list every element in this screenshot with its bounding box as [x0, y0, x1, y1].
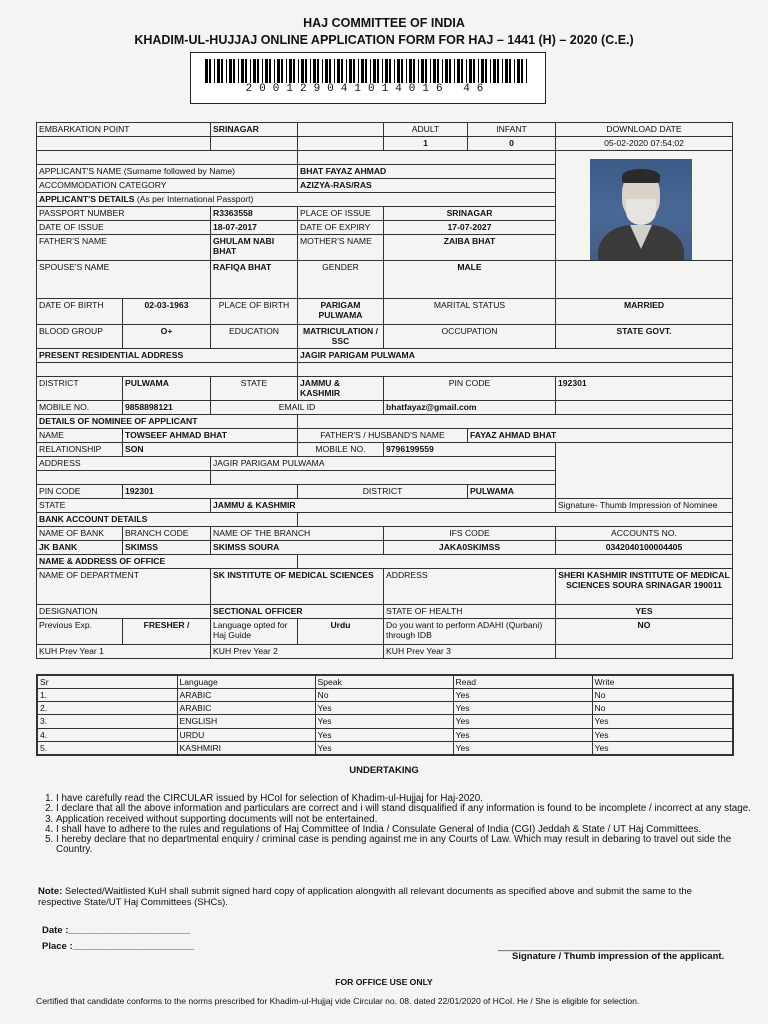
barcode-bar — [205, 59, 208, 83]
barcode-bar — [238, 59, 239, 83]
pin-code-value: 192301 — [556, 377, 733, 401]
barcode-bar — [281, 59, 283, 83]
lang-cell: ARABIC — [177, 702, 315, 715]
accommodation-value: AZIZYA-RAS/RAS — [298, 179, 556, 193]
ifs-code-label: IFS CODE — [384, 527, 556, 541]
lang-header-write: Write — [592, 675, 733, 689]
barcode-bar — [454, 59, 455, 83]
marital-status-label: MARITAL STATUS — [384, 299, 556, 325]
barcode-bar — [370, 59, 371, 83]
bank-heading: BANK ACCOUNT DETAILS — [37, 513, 298, 527]
kuh-prev-year-3: KUH Prev Year 3 — [384, 645, 556, 659]
lang-cell: Yes — [315, 728, 453, 741]
infant-label: INFANT — [468, 123, 556, 137]
undertaking-item: 2. I declare that all the above information and particulars are correct and i will stand disqualified if any information is found to be incomplete / incorrect at any stage. — [56, 804, 756, 814]
kuh-prev-year-2: KUH Prev Year 2 — [211, 645, 384, 659]
residential-address-value: JAGIR PARIGAM PULWAMA — [298, 349, 733, 363]
father-name-value: GHULAM NABI BHAT — [211, 235, 298, 261]
barcode-bar — [490, 59, 491, 83]
barcode-bar — [401, 59, 403, 83]
blood-group-label: BLOOD GROUP — [37, 325, 123, 349]
state-of-health-value: YES — [556, 605, 733, 619]
email-label: EMAIL ID — [211, 401, 384, 415]
applicant-photo-cell — [556, 151, 733, 261]
accounts-label: ACCOUNTS NO. — [556, 527, 733, 541]
applicant-details-heading: APPLICANT'S DETAILS — [39, 194, 135, 204]
barcode-bar — [377, 59, 379, 83]
undertaking-heading: UNDERTAKING — [349, 765, 419, 776]
nominee-mobile-label: MOBILE NO. — [298, 443, 384, 457]
office-use-heading: FOR OFFICE USE ONLY — [335, 977, 433, 987]
adahi-value: NO — [556, 619, 733, 645]
language-guide-label: Language opted for Haj Guide — [211, 619, 298, 645]
language-table — [36, 674, 734, 756]
lang-cell: Yes — [453, 741, 592, 755]
barcode-bar — [245, 59, 247, 83]
barcode-bar — [301, 59, 304, 83]
signature-label: Signature / Thumb impression of the applicant. — [512, 951, 725, 962]
form-subtitle: KHADIM-UL-HUJJAJ ONLINE APPLICATION FORM FOR HAJ – 1441 (H) – 2020 (C.E.) — [134, 33, 634, 47]
applicant-name-value: BHAT FAYAZ AHMAD — [298, 165, 556, 179]
email-value: bhatfayaz@gmail.com — [384, 401, 556, 415]
office-heading: NAME & ADDRESS OF OFFICE — [37, 555, 298, 569]
barcode-bar — [493, 59, 496, 83]
nominee-name-value: TOWSEEF AHMAD BHAT — [123, 429, 298, 443]
barcode-bar — [437, 59, 439, 83]
designation-label: DESIGNATION — [37, 605, 211, 619]
barcode-bar — [221, 59, 223, 83]
lang-cell: 2. — [37, 702, 177, 715]
lang-cell: Yes — [453, 689, 592, 702]
nominee-father-label: FATHER'S / HUSBAND'S NAME — [298, 429, 468, 443]
barcode-bar — [418, 59, 419, 83]
nominee-heading: DETAILS OF NOMINEE OF APPLICANT — [37, 415, 298, 429]
barcode-bar — [409, 59, 412, 83]
barcode-bar — [361, 59, 364, 83]
lang-header-language: Language — [177, 675, 315, 689]
spouse-name-value: RAFIQA BHAT — [211, 261, 298, 299]
barcode-bar — [233, 59, 235, 83]
barcode-bar — [517, 59, 520, 83]
state-of-health-label: STATE OF HEALTH — [384, 605, 556, 619]
pob-label: PLACE OF BIRTH — [211, 299, 298, 325]
gender-value: MALE — [384, 261, 556, 299]
mother-name-value: ZAIBA BHAT — [384, 235, 556, 261]
undertaking-item: 1. I have carefully read the CIRCULAR issued by HCoI for selection of Khadim-ul-Hujjaj for Haj-2020. — [56, 794, 756, 804]
table-row — [37, 715, 733, 728]
barcode-bar — [514, 59, 515, 83]
barcode-bar — [469, 59, 472, 83]
barcode-bar — [502, 59, 503, 83]
lang-cell: No — [592, 702, 733, 715]
dob-label: DATE OF BIRTH — [37, 299, 123, 325]
state-label: STATE — [211, 377, 298, 401]
lang-cell: KASHMIRI — [177, 741, 315, 755]
adahi-label: Do you want to perform ADAHI (Qurbani) through IDB — [384, 619, 556, 645]
occupation-label: OCCUPATION — [384, 325, 556, 349]
previous-exp-value: FRESHER / — [123, 619, 211, 645]
pob-value: PARIGAM PULWAMA — [298, 299, 384, 325]
office-address-value: SHERI KASHMIR INSTITUTE OF MEDICAL SCIENCES SOURA SRINAGAR 190011 — [556, 569, 733, 605]
mobile-label: MOBILE NO. — [37, 401, 123, 415]
lang-cell: Yes — [592, 715, 733, 728]
barcode-bar — [421, 59, 424, 83]
nominee-father-value: FAYAZ AHMAD BHAT — [468, 429, 733, 443]
branch-code-label: BRANCH CODE — [123, 527, 211, 541]
barcode-bar — [286, 59, 287, 83]
note-paragraph — [38, 887, 736, 908]
language-guide-value: Urdu — [298, 619, 384, 645]
bank-name-value: JK BANK — [37, 541, 123, 555]
nominee-name-label: NAME — [37, 429, 123, 443]
relationship-value: SON — [123, 443, 298, 457]
education-label: EDUCATION — [211, 325, 298, 349]
place-of-issue-label: PLACE OF ISSUE — [298, 207, 384, 221]
undertaking-item: 3. Application received without supporting documents will not be entertained. — [56, 815, 756, 825]
nominee-state-label: STATE — [37, 499, 211, 513]
barcode-bar — [406, 59, 407, 83]
lang-cell: 1. — [37, 689, 177, 702]
district-value: PULWAMA — [123, 377, 211, 401]
lang-header-read: Read — [453, 675, 592, 689]
previous-exp-label: Previous Exp. — [37, 619, 123, 645]
lang-cell: Yes — [453, 728, 592, 741]
applicant-name-label: APPLICANT'S NAME (Surname followed by Name) — [37, 165, 298, 179]
barcode-bar — [298, 59, 299, 83]
applicant-details-table — [36, 122, 733, 659]
barcode-bar — [269, 59, 271, 83]
barcode-bar — [353, 59, 355, 83]
department-label: NAME OF DEPARTMENT — [37, 569, 211, 605]
barcode-bar — [277, 59, 280, 83]
barcode-bar — [394, 59, 395, 83]
barcode-bar — [217, 59, 220, 83]
barcode-bar — [497, 59, 499, 83]
ifs-code-value: JAKA0SKIMSS — [384, 541, 556, 555]
date-line: Date :_______________________ — [42, 925, 190, 936]
barcode-bar — [313, 59, 316, 83]
undertaking-list — [40, 794, 756, 856]
barcode-bar — [466, 59, 467, 83]
office-address-label: ADDRESS — [384, 569, 556, 605]
lang-cell: 5. — [37, 741, 177, 755]
barcode-bar — [449, 59, 451, 83]
lang-cell: ENGLISH — [177, 715, 315, 728]
lang-cell: URDU — [177, 728, 315, 741]
nominee-address-label: ADDRESS — [37, 457, 211, 471]
undertaking-item: 4. I shall have to adhere to the rules and regulations of Haj Committee of India / Consulate General of India (CGI) Jeddah & State / UT Haj Committees. — [56, 825, 756, 835]
accounts-value: 0342040100004405 — [556, 541, 733, 555]
table-row — [37, 728, 733, 741]
note-label: Note: — [38, 886, 63, 897]
barcode-bar — [430, 59, 431, 83]
lang-cell: No — [315, 689, 453, 702]
barcode-digits: 200129041014016 46 — [245, 83, 491, 95]
barcode-bar — [358, 59, 359, 83]
barcode-bar — [334, 59, 335, 83]
lang-header-speak: Speak — [315, 675, 453, 689]
spouse-name-label: SPOUSE'S NAME — [37, 261, 211, 299]
gender-label: GENDER — [298, 261, 384, 299]
bank-name-label: NAME OF BANK — [37, 527, 123, 541]
barcode — [190, 52, 546, 104]
table-row — [37, 689, 733, 702]
dob-value: 02-03-1963 — [123, 299, 211, 325]
branch-code-value: SKIMSS — [123, 541, 211, 555]
barcode-bar — [241, 59, 244, 83]
barcode-bar — [305, 59, 307, 83]
education-value: MATRICULATION / SSC — [298, 325, 384, 349]
lang-cell: Yes — [315, 702, 453, 715]
form-title: HAJ COMMITTEE OF INDIA — [303, 16, 465, 30]
barcode-bar — [289, 59, 292, 83]
table-row — [37, 702, 733, 715]
lang-header-sr: Sr — [37, 675, 177, 689]
place-line: Place :_______________________ — [42, 941, 195, 952]
nominee-signature-label: Signature- Thumb Impression of Nominee — [556, 499, 733, 513]
lang-cell: Yes — [315, 715, 453, 728]
lang-cell: Yes — [453, 702, 592, 715]
barcode-bar — [389, 59, 391, 83]
lang-cell: 3. — [37, 715, 177, 728]
lang-cell: Yes — [315, 741, 453, 755]
barcode-bar — [382, 59, 383, 83]
note-text: Selected/Waitlisted KuH shall submit signed hard copy of application alongwith all relevant documents as specified above and submit the same to the respective State/UT Haj Committees (SHCs). — [38, 886, 692, 908]
branch-name-value: SKIMSS SOURA — [211, 541, 384, 555]
infant-value: 0 — [468, 137, 556, 151]
nominee-mobile-value: 9796199559 — [384, 443, 556, 457]
accommodation-label: ACCOMMODATION CATEGORY — [37, 179, 298, 193]
barcode-bar — [481, 59, 484, 83]
barcode-bar — [214, 59, 215, 83]
barcode-bar — [265, 59, 268, 83]
lang-cell: No — [592, 689, 733, 702]
nominee-pin-label: PIN CODE — [37, 485, 123, 499]
barcode-bar — [521, 59, 523, 83]
nominee-state-value: JAMMU & KASHMIR — [211, 499, 556, 513]
barcode-bar — [329, 59, 331, 83]
department-value: SK INSTITUTE OF MEDICAL SCIENCES — [211, 569, 384, 605]
kuh-prev-year-1: KUH Prev Year 1 — [37, 645, 211, 659]
place-of-issue-value: SRINAGAR — [384, 207, 556, 221]
barcode-bar — [442, 59, 443, 83]
blood-group-value: O+ — [123, 325, 211, 349]
table-row — [37, 741, 733, 755]
barcode-bar — [485, 59, 487, 83]
barcode-bar — [226, 59, 227, 83]
barcode-bar — [325, 59, 328, 83]
nominee-district-label: DISTRICT — [298, 485, 468, 499]
barcode-bar — [253, 59, 256, 83]
embarkation-label: EMBARKATION POINT — [37, 123, 211, 137]
barcode-bar — [526, 59, 527, 83]
residential-address-label: PRESENT RESIDENTIAL ADDRESS — [37, 349, 298, 363]
mobile-value: 9858898121 — [123, 401, 211, 415]
adult-label: ADULT — [384, 123, 468, 137]
download-date-label: DOWNLOAD DATE — [556, 123, 733, 137]
barcode-bar — [397, 59, 400, 83]
designation-value: SECTIONAL OFFICER — [211, 605, 384, 619]
date-of-expiry-value: 17-07-2027 — [384, 221, 556, 235]
lang-cell: Yes — [592, 728, 733, 741]
date-of-expiry-label: DATE OF EXPIRY — [298, 221, 384, 235]
barcode-bar — [341, 59, 343, 83]
barcode-bar — [322, 59, 323, 83]
lang-cell: Yes — [592, 741, 733, 755]
date-of-issue-label: DATE OF ISSUE — [37, 221, 211, 235]
barcode-bar — [250, 59, 251, 83]
adult-value: 1 — [384, 137, 468, 151]
barcode-bar — [433, 59, 436, 83]
branch-name-label: NAME OF THE BRANCH — [211, 527, 384, 541]
barcode-bar — [385, 59, 388, 83]
signature-line: __________________________________________ — [498, 941, 720, 952]
barcode-bar — [346, 59, 347, 83]
pin-code-label: PIN CODE — [384, 377, 556, 401]
passport-value: R3363558 — [211, 207, 298, 221]
applicant-photo — [590, 159, 692, 261]
undertaking-item: 5. I hereby declare that no departmental enquiry / criminal case is pending against me in any Courts of Law. Which may result in debaring to travel out side the Country. — [56, 835, 756, 856]
barcode-bar — [229, 59, 232, 83]
barcode-bar — [293, 59, 295, 83]
barcode-bar — [478, 59, 479, 83]
barcode-bar — [317, 59, 319, 83]
district-label: DISTRICT — [37, 377, 123, 401]
barcode-bar — [457, 59, 460, 83]
barcode-bar — [365, 59, 367, 83]
certified-text: Certified that candidate conforms to the norms prescribed for Khadim-ul-Hujjaj vide Circular no. 08. dated 22/01/2020 of HCoI. He / She is eligible for selection. — [36, 996, 640, 1006]
download-date-value: 05-02-2020 07:54:02 — [556, 137, 733, 151]
barcode-bar — [413, 59, 415, 83]
lang-cell: ARABIC — [177, 689, 315, 702]
marital-status-value: MARRIED — [556, 299, 733, 325]
barcode-bar — [209, 59, 211, 83]
father-name-label: FATHER'S NAME — [37, 235, 211, 261]
barcode-bar — [349, 59, 352, 83]
embarkation-value: SRINAGAR — [211, 123, 298, 137]
barcode-bar — [274, 59, 275, 83]
barcode-bar — [505, 59, 508, 83]
lang-cell: Yes — [453, 715, 592, 728]
barcode-bar — [425, 59, 427, 83]
barcode-bar — [461, 59, 463, 83]
date-of-issue-value: 18-07-2017 — [211, 221, 298, 235]
barcode-bars — [205, 59, 531, 83]
nominee-pin-value: 192301 — [123, 485, 298, 499]
barcode-bar — [262, 59, 263, 83]
barcode-bar — [373, 59, 376, 83]
barcode-bar — [509, 59, 511, 83]
barcode-bar — [337, 59, 340, 83]
barcode-bar — [473, 59, 475, 83]
occupation-value: STATE GOVT. — [556, 325, 733, 349]
barcode-bar — [257, 59, 259, 83]
lang-cell: 4. — [37, 728, 177, 741]
mother-name-label: MOTHER'S NAME — [298, 235, 384, 261]
barcode-bar — [310, 59, 311, 83]
applicant-details-note: (As per International Passport) — [134, 194, 254, 204]
passport-label: PASSPORT NUMBER — [37, 207, 211, 221]
state-value: JAMMU & KASHMIR — [298, 377, 384, 401]
relationship-label: RELATIONSHIP — [37, 443, 123, 457]
barcode-bar — [445, 59, 448, 83]
nominee-address-value: JAGIR PARIGAM PULWAMA — [211, 457, 556, 471]
nominee-district-value: PULWAMA — [468, 485, 556, 499]
